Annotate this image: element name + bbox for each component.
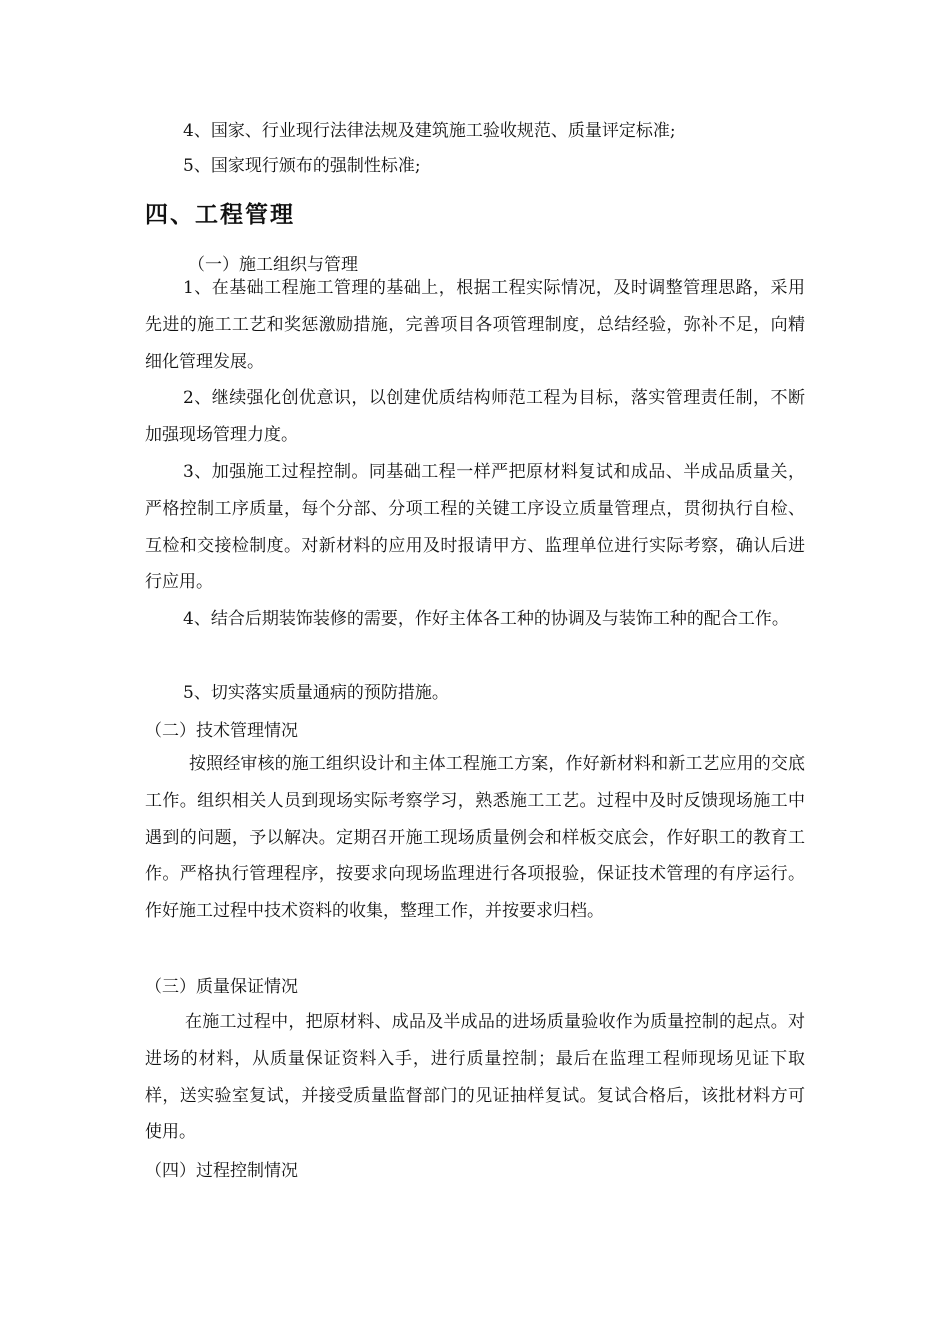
subsection-heading: （一）施工组织与管理 <box>188 255 358 275</box>
list-item: 4、国家、行业现行法律法规及建筑施工验收规范、质量评定标准; <box>183 121 676 141</box>
paragraph: 3、加强施工过程控制。同基础工程一样严把原材料复试和成品、半成品质量关，严格控制工序质量，每个分部、分项工程的关键工序设立质量管理点，贯彻执行自检、互检和交接检制度。对新材料的应用及时报请甲方、监理单位进行实际考察，确认后进行应用。 <box>145 462 805 593</box>
subsection-heading: （二）技术管理情况 <box>145 721 298 741</box>
paragraph: 5、切实落实质量通病的预防措施。 <box>183 683 449 703</box>
section-title: 四、工程管理 <box>145 202 295 228</box>
subsection-heading: （三）质量保证情况 <box>145 977 298 997</box>
paragraph: 1、在基础工程施工管理的基础上，根据工程实际情况，及时调整管理思路，采用先进的施工工艺和奖惩激励措施，完善项目各项管理制度，总结经验，弥补不足，向精细化管理发展。 <box>145 278 805 372</box>
paragraph: 2、继续强化创优意识，以创建优质结构师范工程为目标，落实管理责任制，不断加强现场管理力度。 <box>145 388 805 445</box>
paragraph: 按照经审核的施工组织设计和主体工程施工方案，作好新材料和新工艺应用的交底工作。组织相关人员到现场实际考察学习，熟悉施工工艺。过程中及时反馈现场施工中遇到的问题，予以解决。定期召开施工现场质量例会和样板交底会，作好职工的教育工作。严格执行管理程序，按要求向现场监理进行各项报验，保证技术管理的有序运行。作好施工过程中技术资料的收集，整理工作，并按要求归档。 <box>145 754 805 922</box>
paragraph: 在施工过程中，把原材料、成品及半成品的进场质量验收作为质量控制的起点。对进场的材料，从质量保证资料入手，进行质量控制；最后在监理工程师现场见证下取样，送实验室复试，并接受质量监督部门的见证抽样复试。复试合格后，该批材料方可使用。 <box>145 1012 805 1143</box>
paragraph: 4、结合后期装饰装修的需要，作好主体各工种的协调及与装饰工种的配合工作。 <box>183 609 789 629</box>
subsection-heading: （四）过程控制情况 <box>145 1161 298 1181</box>
list-item: 5、国家现行颁布的强制性标准; <box>183 156 421 176</box>
